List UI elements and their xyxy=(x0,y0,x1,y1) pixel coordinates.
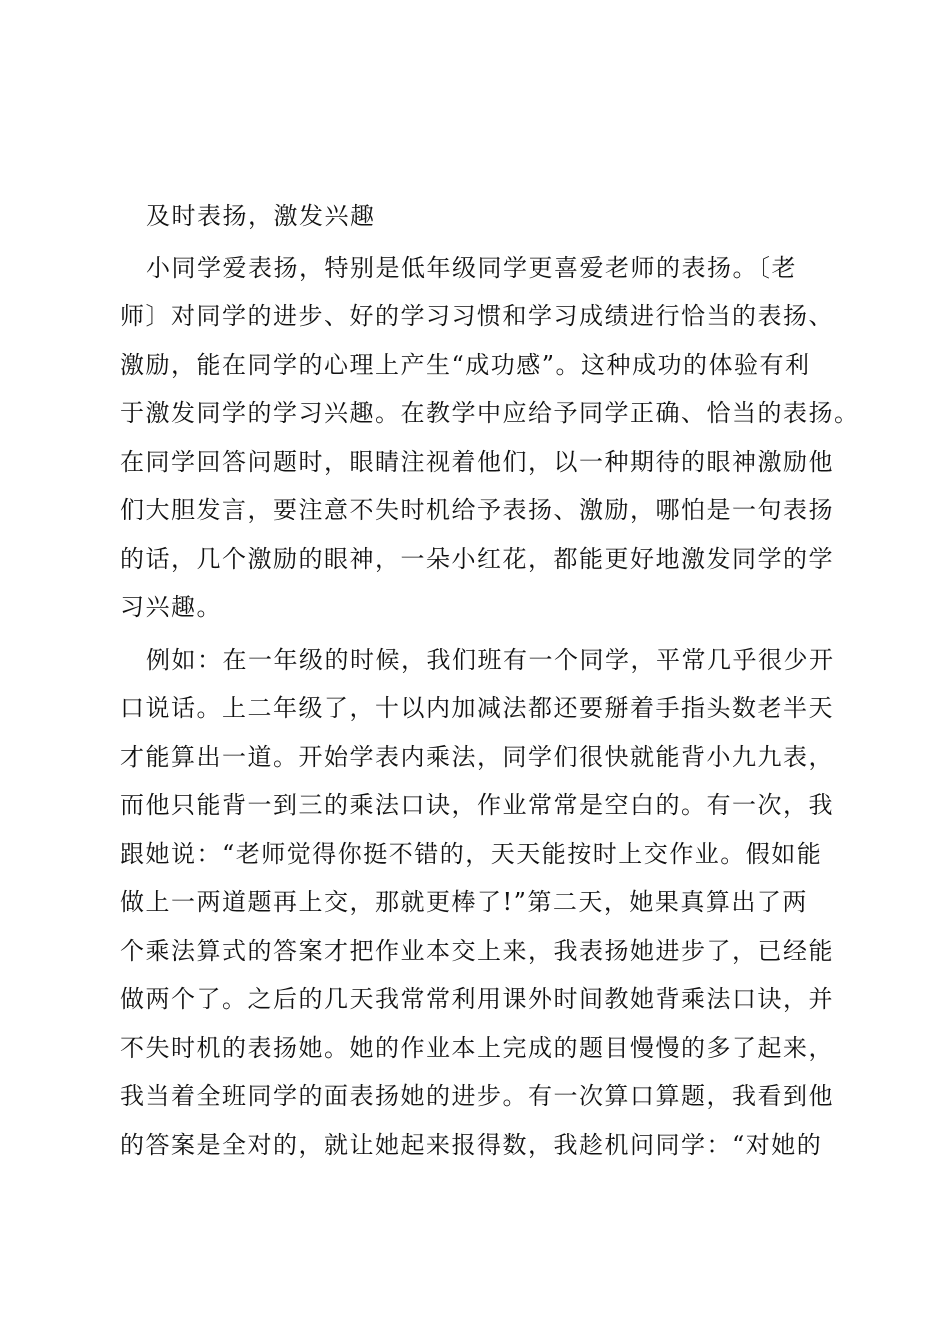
section-heading: 及时表扬，激发兴趣 xyxy=(146,202,376,230)
paragraph-line: 激励，能在同学的心理上产生“成功感”。这种成功的体验有利 xyxy=(120,351,811,379)
paragraph-line: 不失时机的表扬她。她的作业本上完成的题目慢慢的多了起来， xyxy=(120,1034,834,1062)
paragraph-line: 于激发同学的学习兴趣。在教学中应给予同学正确、恰当的表扬。 xyxy=(120,399,860,427)
paragraph-line: 做两个了。之后的几天我常常利用课外时间教她背乘法口诀，并 xyxy=(120,985,834,1013)
paragraph-line: 我当着全班同学的面表扬她的进步。有一次算口算题，我看到他 xyxy=(120,1082,834,1110)
paragraph-line: 师〕对同学的进步、好的学习习惯和学习成绩进行恰当的表扬、 xyxy=(120,302,834,330)
paragraph-line: 的话，几个激励的眼神，一朵小红花，都能更好地激发同学的学 xyxy=(120,545,834,573)
paragraph-line: 而他只能背一到三的乘法口诀，作业常常是空白的。有一次，我 xyxy=(120,791,834,819)
paragraph-line: 个乘法算式的答案才把作业本交上来，我表扬她进步了，已经能 xyxy=(120,937,834,965)
paragraph-line: 的答案是全对的，就让她起来报得数，我趁机问同学：“对她的 xyxy=(120,1131,823,1159)
paragraph-line: 在同学回答问题时，眼睛注视着他们，以一种期待的眼神激励他 xyxy=(120,448,834,476)
paragraph-line: 口说话。上二年级了，十以内加减法都还要掰着手指头数老半天 xyxy=(120,694,834,722)
paragraph-line: 小同学爱表扬，特别是低年级同学更喜爱老师的表扬。〔老 xyxy=(146,254,797,282)
paragraph-line: 跟她说：“老师觉得你挺不错的，天天能按时上交作业。假如能 xyxy=(120,840,823,868)
paragraph-line: 习兴趣。 xyxy=(120,593,222,621)
paragraph-line: 做上一两道题再上交，那就更棒了!”第二天，她果真算出了两 xyxy=(120,888,808,916)
paragraph-line: 例如：在一年级的时候，我们班有一个同学，平常几乎很少开 xyxy=(146,646,835,674)
paragraph-line: 才能算出一道。开始学表内乘法，同学们很快就能背小九九表， xyxy=(120,743,834,771)
paragraph-line: 们大胆发言，要注意不失时机给予表扬、激励，哪怕是一句表扬 xyxy=(120,496,834,524)
